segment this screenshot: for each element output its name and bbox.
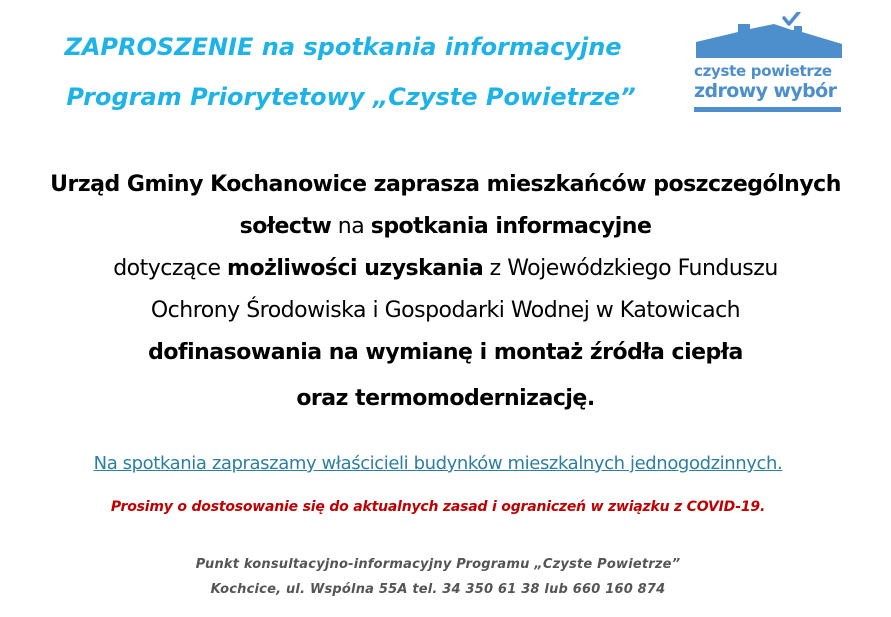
logo-underline-bar — [694, 107, 841, 112]
invitation-mozliwosci: możliwości uzyskania — [227, 256, 484, 281]
covid-notice: Prosimy o dostosowanie się do aktualnych zasad i ograniczeń w związku z COVID-19. — [110, 499, 766, 515]
invitation-funduszu: z Wojewódzkiego Funduszu — [483, 256, 778, 281]
footer-address-phone: Kochcice, ul. Wspólna 55A tel. 34 350 61 38 lub 660 160 874 — [210, 582, 666, 597]
invitation-solectw: sołectw — [239, 214, 332, 239]
invitation-spotkania: spotkania informacyjne — [370, 214, 652, 239]
invitation-line-1: Urząd Gminy Kochanowice zaprasza mieszkańców poszczególnych — [50, 172, 841, 197]
footer-consultation-point: Punkt konsultacyjno-informacyjny Programu „Czyste Powietrze” — [195, 557, 681, 572]
invitation-line-3 — [0, 256, 891, 281]
invitation-line-6: oraz termomodernizację. — [296, 386, 595, 411]
logo-text-line1: czyste powietrze — [694, 62, 832, 80]
house-roof-checkmark-icon — [694, 12, 844, 62]
czyste-powietrze-logo — [694, 12, 844, 112]
logo-text-line2: zdrowy wybór — [694, 80, 837, 102]
invitation-line-5: dofinasowania na wymianę i montaż źródła ciepła — [148, 340, 743, 365]
owners-note: Na spotkania zapraszamy właścicieli budynków mieszkalnych jednogodzinnych. — [93, 453, 783, 474]
page-title-line2: Program Priorytetowy „Czyste Powietrze” — [66, 83, 636, 111]
invitation-na: na — [331, 214, 371, 239]
invitation-line-2 — [0, 214, 891, 239]
page-title-line1: ZAPROSZENIE na spotkania informacyjne — [64, 33, 622, 61]
invitation-line-4: Ochrony Środowiska i Gospodarki Wodnej w Katowicach — [150, 298, 741, 323]
invitation-dotyczace: dotyczące — [113, 256, 228, 281]
